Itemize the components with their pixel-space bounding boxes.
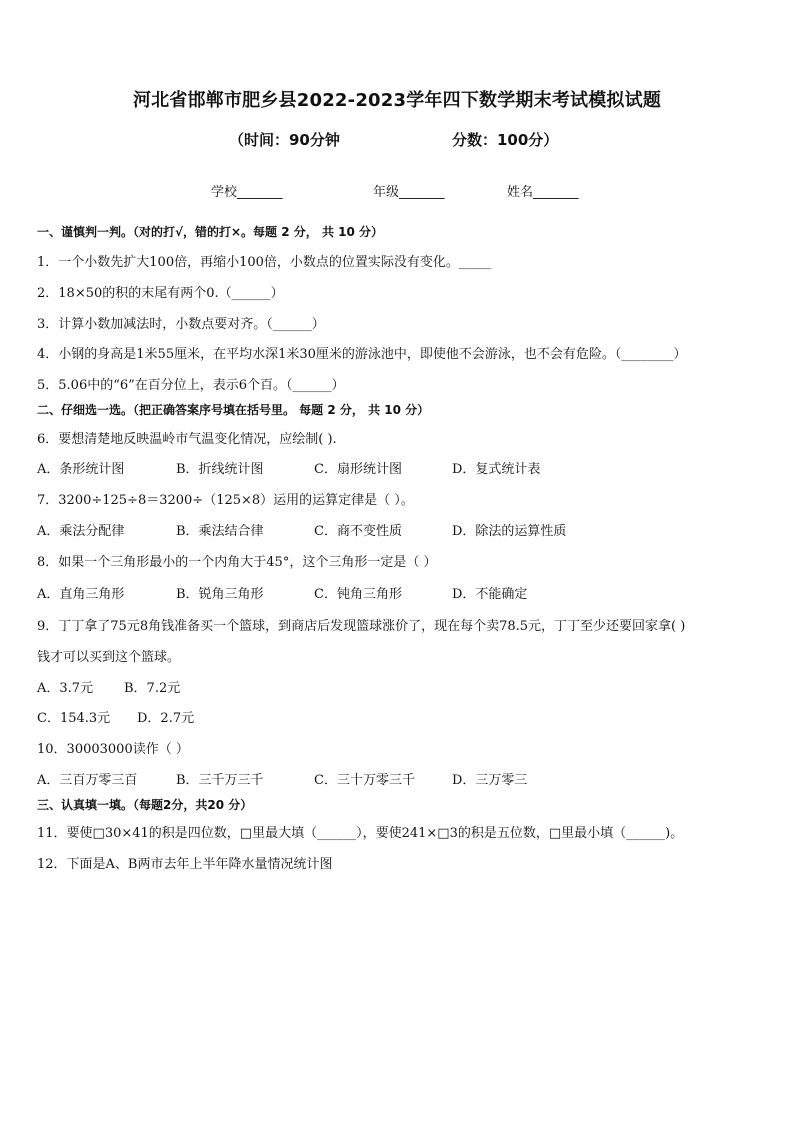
- q7-option-b: B．乘法结合律: [176, 524, 264, 539]
- section-heading-3: 三、认真填一填。（每题2分，共20 分）: [37, 798, 253, 812]
- question-4: 4．小钢的身高是1米55厘米，在平均水深1米30厘米的游泳池中，即使他不会游泳，也不会有危险。（________）: [37, 347, 687, 362]
- question-12: 12．下面是A、B两市去年上半年降水量情况统计图: [37, 857, 333, 872]
- q10-option-c: C．三十万零三千: [314, 773, 415, 788]
- q10-option-a: A．三百万零三百: [37, 773, 138, 788]
- q9-option-d: D．2.7元: [137, 711, 195, 726]
- q7-option-d: D．除法的运算性质: [452, 524, 567, 539]
- q6-option-b: B．折线统计图: [176, 462, 264, 477]
- question-5: 5．5.06中的“6”在百分位上，表示6个百。（______）: [37, 378, 345, 393]
- question-7: 7．3200÷125÷8＝3200÷（125×8）运用的运算定律是（ ）。: [37, 493, 414, 508]
- school-field: 学校_______: [211, 185, 283, 200]
- q8-option-b: B．锐角三角形: [176, 587, 264, 602]
- question-8: 8．如果一个三角形最小的一个内角大于45°，这个三角形一定是（ ）: [37, 555, 437, 570]
- section-heading-1: 一、谨慎判一判。（对的打√，错的打×。每题 2 分， 共 10 分）: [37, 225, 383, 239]
- page-title: 河北省邯郸市肥乡县2022-2023学年四下数学期末考试模拟试题: [132, 90, 662, 111]
- question-9-line-1: 9．丁丁拿了75元8角钱准备买一个篮球，到商店后发现篮球涨价了，现在每个卖78.5元，丁丁至少还要回家拿( ): [37, 619, 686, 634]
- q7-option-c: C．商不变性质: [314, 524, 402, 539]
- q7-option-a: A．乘法分配律: [37, 524, 125, 539]
- question-10: 10．30003000读作（ ）: [37, 742, 189, 757]
- question-6: 6．要想清楚地反映温岭市气温变化情况，应绘制( ).: [37, 432, 337, 447]
- q9-option-a: A．3.7元: [37, 681, 94, 696]
- q9-option-c: C．154.3元: [37, 711, 111, 726]
- question-9-line-2: 钱才可以买到这个篮球。: [37, 650, 181, 665]
- exam-time: （时间：90分钟: [229, 131, 340, 149]
- q8-option-c: C．钝角三角形: [314, 587, 402, 602]
- exam-score: 分数：100分）: [452, 131, 559, 149]
- q6-option-a: A．条形统计图: [37, 462, 125, 477]
- section-heading-2: 二、仔细选一选。（把正确答案序号填在括号里。 每题 2 分， 共 10 分）: [37, 403, 430, 417]
- q10-option-d: D．三万零三: [452, 773, 528, 788]
- q6-option-d: D．复式统计表: [452, 462, 541, 477]
- q6-option-c: C．扇形统计图: [314, 462, 402, 477]
- question-2: 2．18×50的积的末尾有两个0.（______）: [37, 286, 284, 301]
- q8-option-a: A．直角三角形: [37, 587, 125, 602]
- q10-option-b: B．三千万三千: [176, 773, 264, 788]
- question-11: 11．要使□30×41的积是四位数，□里最大填（______），要使241×□3的积是五位数，□里最小填（______)。: [37, 826, 684, 841]
- q8-option-d: D．不能确定: [452, 587, 528, 602]
- question-1: 1．一个小数先扩大100倍，再缩小100倍，小数点的位置实际没有变化。_____: [37, 255, 492, 270]
- q9-option-b: B．7.2元: [124, 681, 181, 696]
- question-3: 3．计算小数加减法时，小数点要对齐。（______）: [37, 317, 325, 332]
- grade-field: 年级_______: [373, 185, 445, 200]
- name-field: 姓名_______: [507, 185, 579, 200]
